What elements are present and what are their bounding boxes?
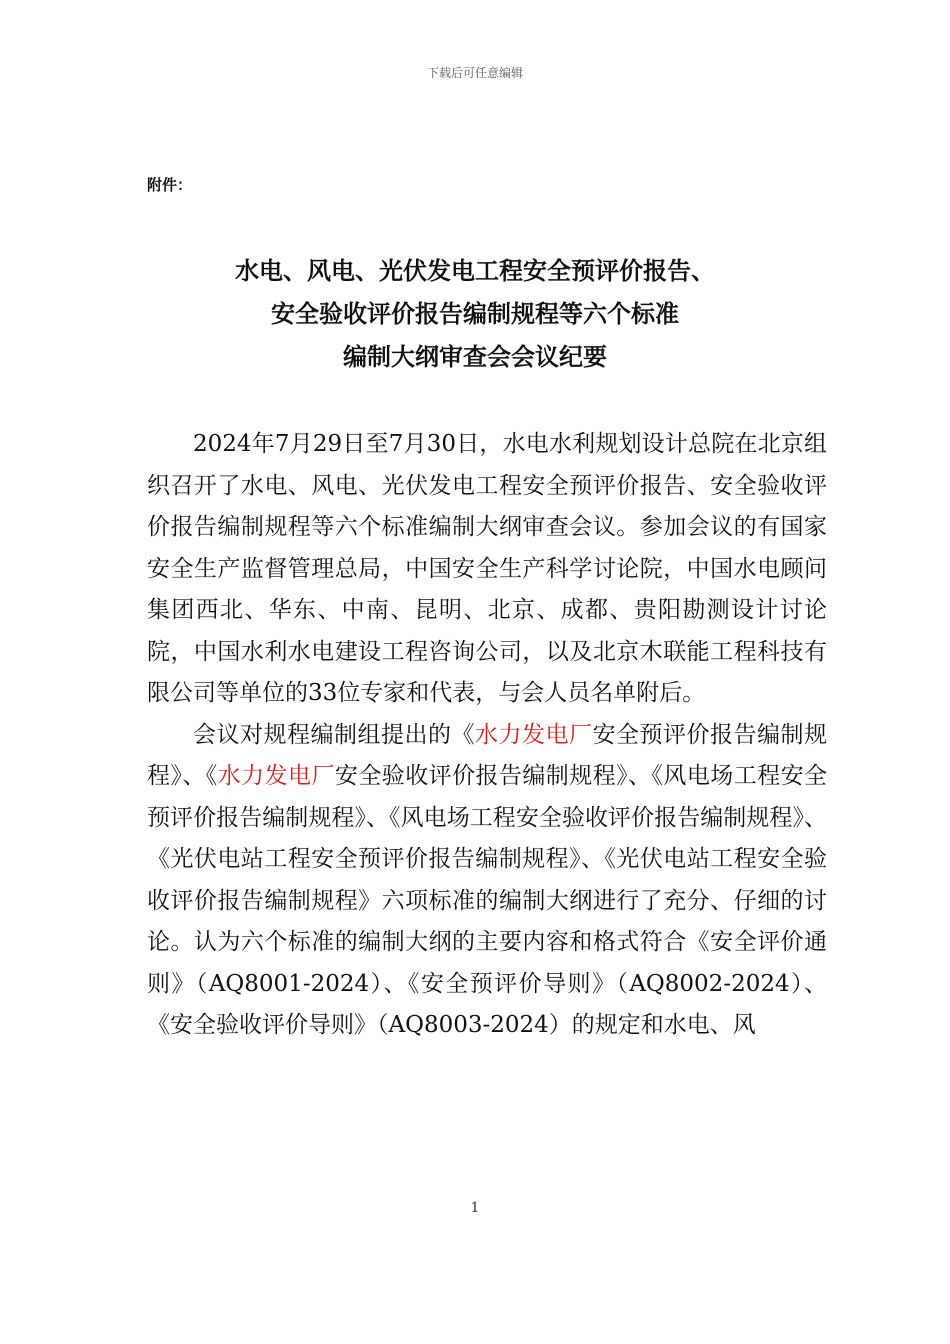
attachment-label: 附件： — [147, 176, 193, 194]
title-line-3: 编制大纲审查会会议纪要 — [343, 343, 607, 371]
review-text-3: 安全验收评价报告编制规程》、《风电场工程安全预评价报告编制规程》、《风电场工程安全验收评价报告编制规程》、《光伏电站工程安全预评价报告编制规程》、《光伏电站工程安全验收评价报告编制规程》六项标准的编制大纲进行了充分、仔细的讨论。认为六个标准的编制大纲的主要内容和格式符合《安全评价通则》（AQ8001-2024）、《安全预评价导则》（AQ8002-2024）、《安全验收评价导则》（AQ8003-2024）的规定和水电、风 — [147, 763, 828, 1038]
review-text-2: 安全预评价报告编制规程》、《 — [147, 721, 827, 789]
paragraph-meeting-info: 2024年7月29日至7月30日，水电水利规划设计总院在北京组织召开了水电、风电、光伏发电工程安全预评价报告、安全验收评价报告编制规程等六个标准编制大纲审查会议。参加会议的有国家安全生产监督管理总局，中国安全生产科学讨论院，中国水电顾问集团西北、华东、中南、昆明、北京、成都、贵阳勘测设计讨论院，中国水利水电建设工程咨询公司，以及北京木联能工程科技有限公司等单位的33位专家和代表，与会人员名单附后。 — [147, 431, 827, 706]
title-line-2: 安全验收评价报告编制规程等六个标准 — [271, 300, 679, 328]
paragraph-review — [147, 715, 827, 1047]
document-title — [0, 250, 950, 379]
highlight-hydropower-plant-2: 水力发电厂 — [217, 763, 335, 789]
page-header: 下载后可任意编辑 — [426, 66, 523, 80]
document-body — [147, 424, 827, 1047]
highlight-hydropower-plant-1: 水力发电厂 — [475, 721, 593, 748]
review-text-1: 会议对规程编制组提出的《 — [193, 721, 475, 748]
page-number: 1 — [470, 1200, 480, 1216]
title-line-1: 水电、风电、光伏发电工程安全预评价报告、 — [235, 257, 715, 285]
